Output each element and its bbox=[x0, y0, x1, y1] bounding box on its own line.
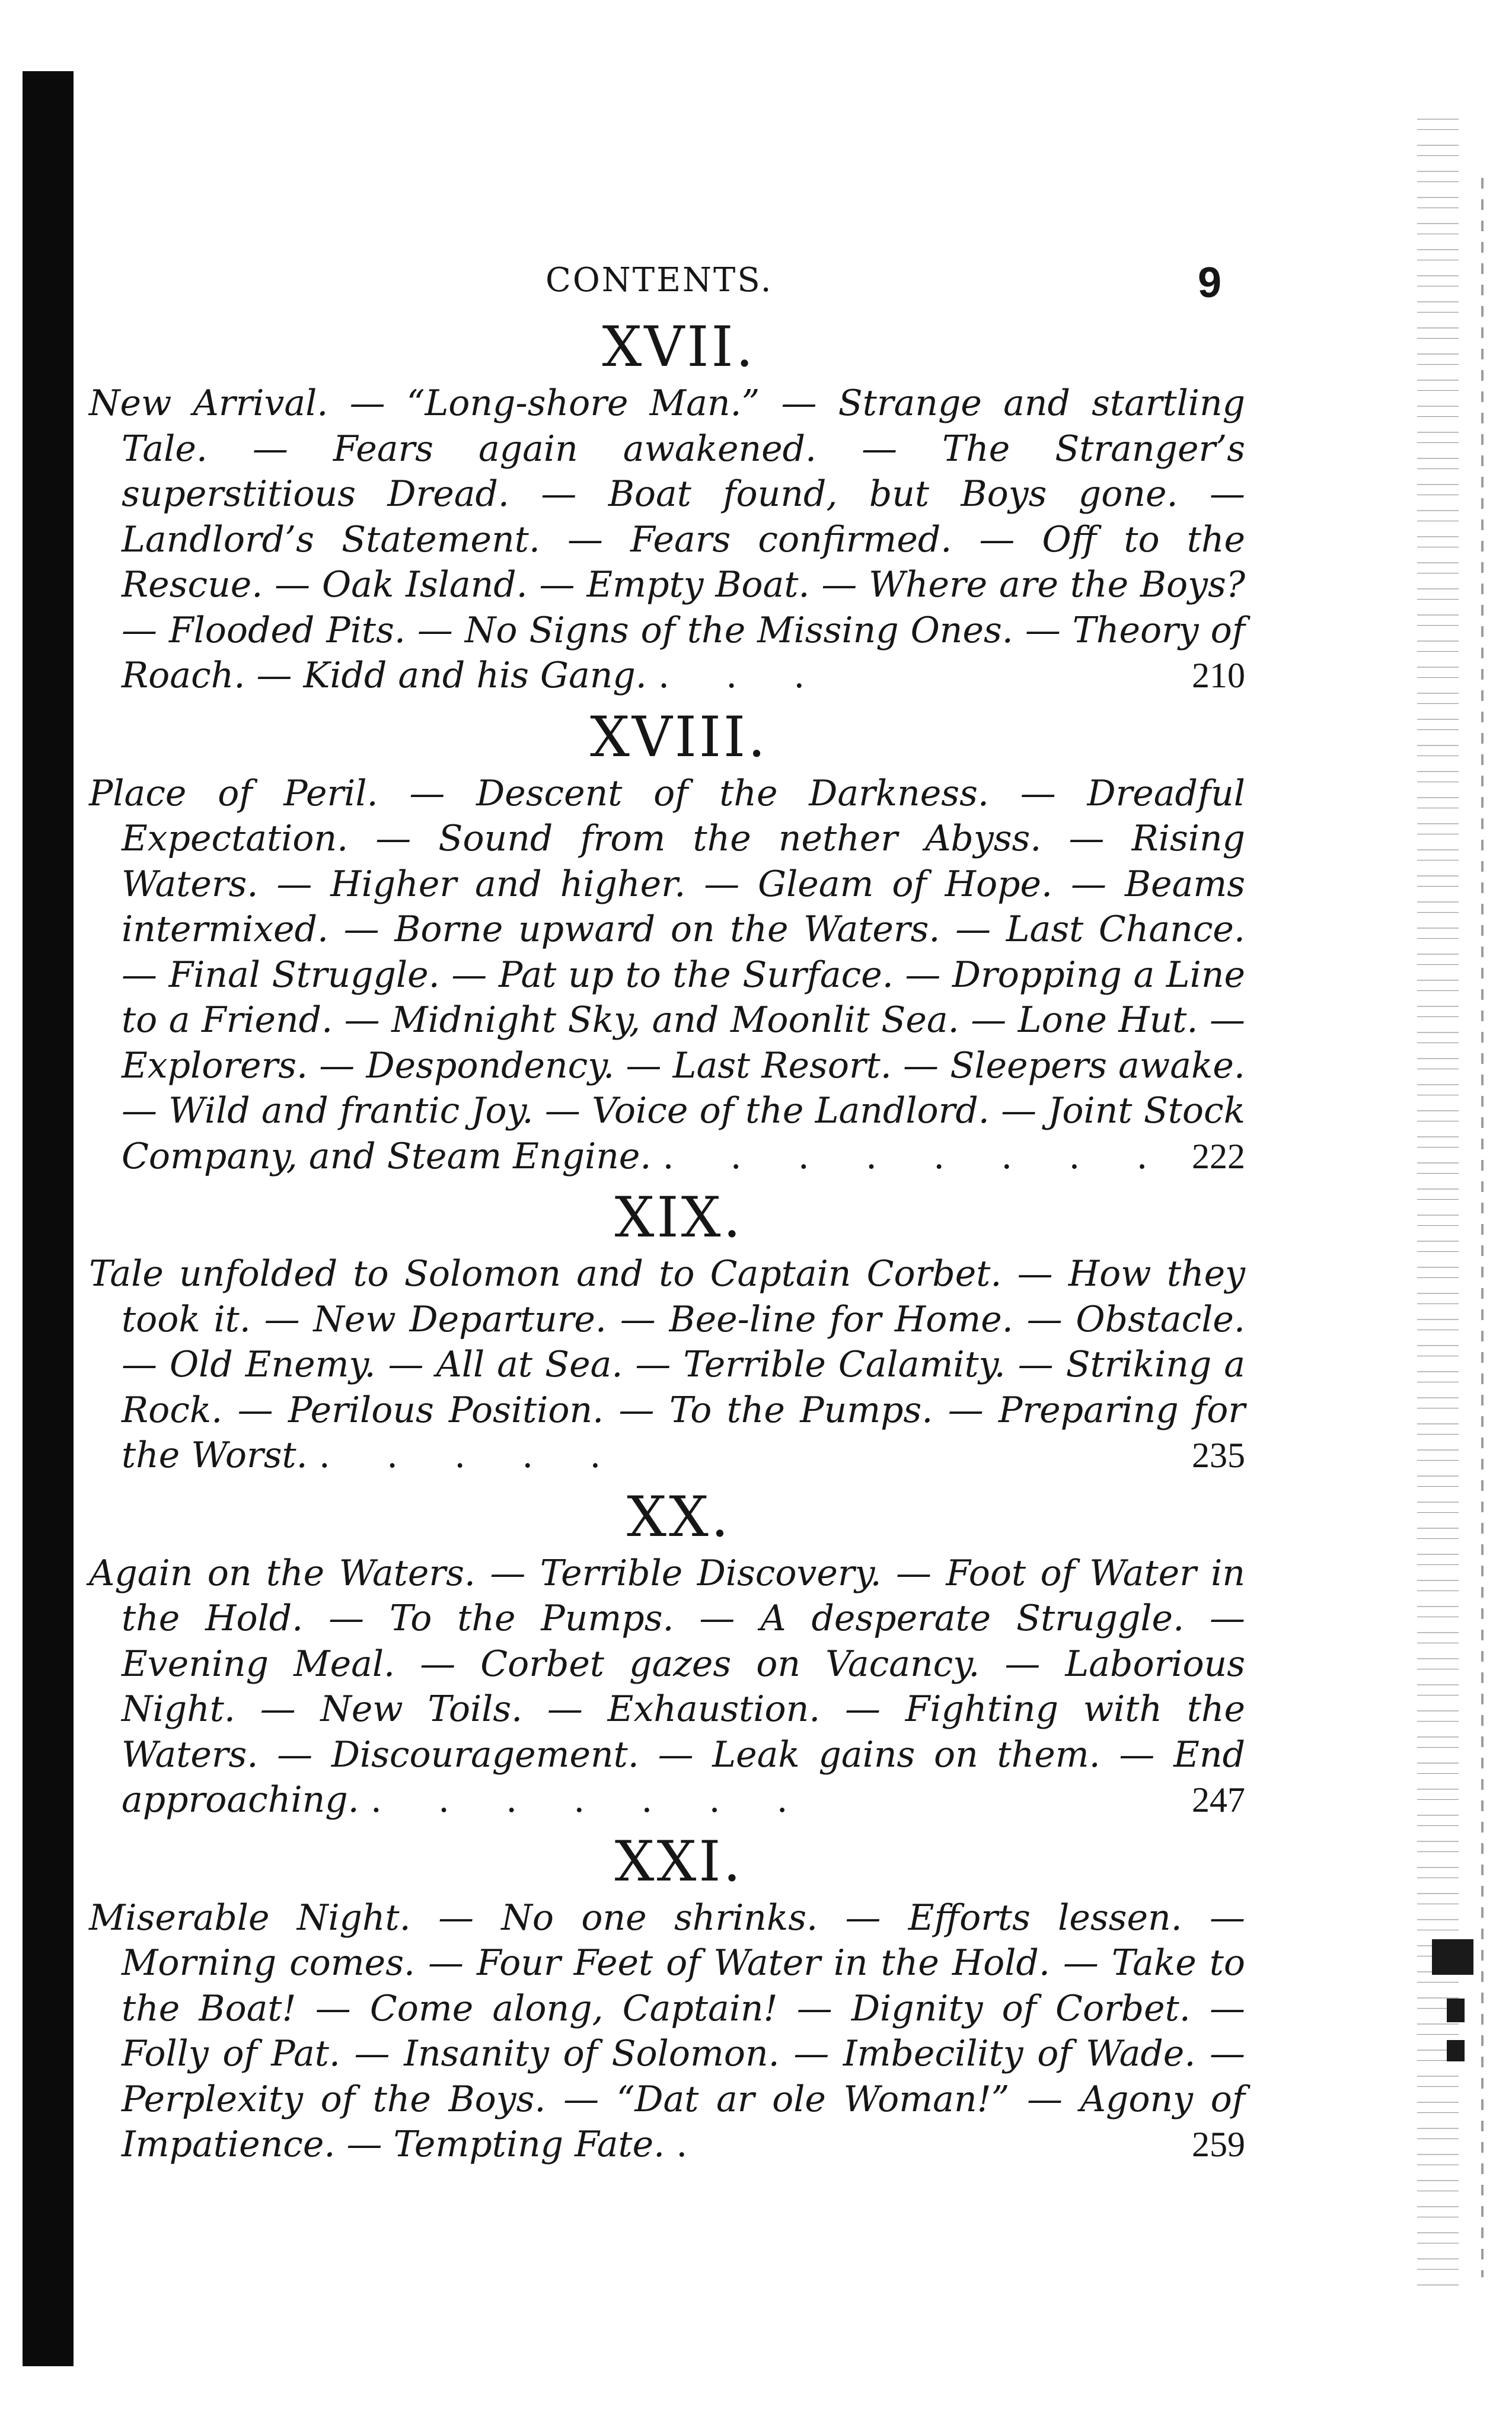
dot-leaders: . bbox=[676, 2124, 710, 2165]
chapter-page-ref: 247 bbox=[1192, 1780, 1245, 1819]
chapter-summary bbox=[89, 1251, 1245, 1478]
chapter-summary bbox=[89, 381, 1245, 699]
chapter-entry bbox=[89, 1829, 1245, 2168]
summary-text: Place of Peril. — Descent of the Darkness. — Dreadful Expectation. — Sound from the nether Abyss. — Rising Waters. — Higher and higher. — Gleam of Hope. — Beams intermixed. — Borne upward on the Waters. — Last Chance. — Final Struggle. — Pat up to the Surface. — Dropping a Line to a Friend. — Midnight Sky, and Moonlit Sea. — Lone Hut. — Explorers. — Despondency. — Last Resort. — Sleepers awake. — Wild and frantic Joy. — Voice of the Landlord. — Joint Stock Company, and Steam Engine. bbox=[89, 772, 1245, 1177]
page-edge-mark bbox=[1447, 2040, 1465, 2061]
dot-leaders: . . . bbox=[658, 655, 828, 696]
chapter-page-ref: 210 bbox=[1192, 656, 1245, 695]
page-number: 9 bbox=[1198, 259, 1222, 307]
page-edge-line bbox=[1481, 178, 1484, 2277]
chapter-summary bbox=[89, 1895, 1245, 2168]
page-edge-mark bbox=[1432, 1939, 1473, 1975]
chapter-summary bbox=[89, 771, 1245, 1180]
summary-text: Miserable Night. — No one shrinks. — Efforts lessen. — Morning comes. — Four Feet of Water in the Hold. — Take to the Boat! — Come along, Captain! — Dignity of Corbet. — Folly of Pat. — Insanity of Solomon. — Imbecility of Wade. — Perplexity of the Boys. — “Dat ar ole Woman!” — Agony of Impatience. — Tempting Fate. bbox=[89, 1897, 1245, 2165]
chapter-numeral: XVIII. bbox=[589, 705, 768, 770]
chapter-summary bbox=[89, 1551, 1245, 1823]
book-spine-shadow bbox=[23, 71, 74, 2366]
chapter-numeral: XX. bbox=[627, 1484, 731, 1550]
chapter-page-ref: 222 bbox=[1192, 1136, 1245, 1176]
chapter-entry bbox=[89, 705, 1245, 1180]
chapter-numeral: XIX. bbox=[614, 1185, 744, 1250]
summary-text: Tale unfolded to Solomon and to Captain Corbet. — How they took it. — New Departure. — Bee-line for Home. — Obstacle. — Old Enemy. — All at Sea. — Terrible Calamity. — Striking a Rock. — Perilous Position. — To the Pumps. — Preparing for the Worst. bbox=[89, 1253, 1245, 1476]
page-edge-mark bbox=[1447, 1999, 1465, 2022]
contents-page bbox=[89, 237, 1245, 2168]
chapter-page-ref: 235 bbox=[1192, 1436, 1245, 1475]
chapter-numeral: XXI. bbox=[614, 1829, 744, 1894]
dot-leaders: . . . . . bbox=[318, 1435, 624, 1476]
running-header bbox=[89, 237, 1245, 308]
chapter-entry bbox=[89, 1185, 1245, 1478]
dot-leaders: . . . . . . . . bbox=[662, 1135, 1170, 1177]
chapter-entry bbox=[89, 1484, 1245, 1823]
chapter-page-ref: 259 bbox=[1192, 2125, 1245, 2164]
running-title: CONTENTS. bbox=[546, 261, 773, 299]
chapter-entry bbox=[89, 314, 1245, 699]
summary-text: New Arrival. — “Long-shore Man.” — Strange and startling Tale. — Fears again awakened. — The Stranger’s superstitious Dread. — Boat found, but Boys gone. — Landlord’s Statement. — Fears confirmed. — Off to the Rescue. — Oak Island. — Empty Boat. — Where are the Boys? — Flooded Pits. — No Signs of the Missing Ones. — Theory of Roach. — Kidd and his Gang. bbox=[89, 383, 1245, 696]
dot-leaders: . . . . . . . bbox=[370, 1779, 811, 1821]
summary-text: Again on the Waters. — Terrible Discovery. — Foot of Water in the Hold. — To the Pumps. — A desperate Struggle. — Evening Meal. — Corbet gazes on Vacancy. — Laborious Night. — New Toils. — Exhaustion. — Fighting with the Waters. — Discouragement. — Leak gains on them. — End approaching. bbox=[89, 1552, 1245, 1821]
chapter-numeral: XVII. bbox=[602, 315, 756, 380]
